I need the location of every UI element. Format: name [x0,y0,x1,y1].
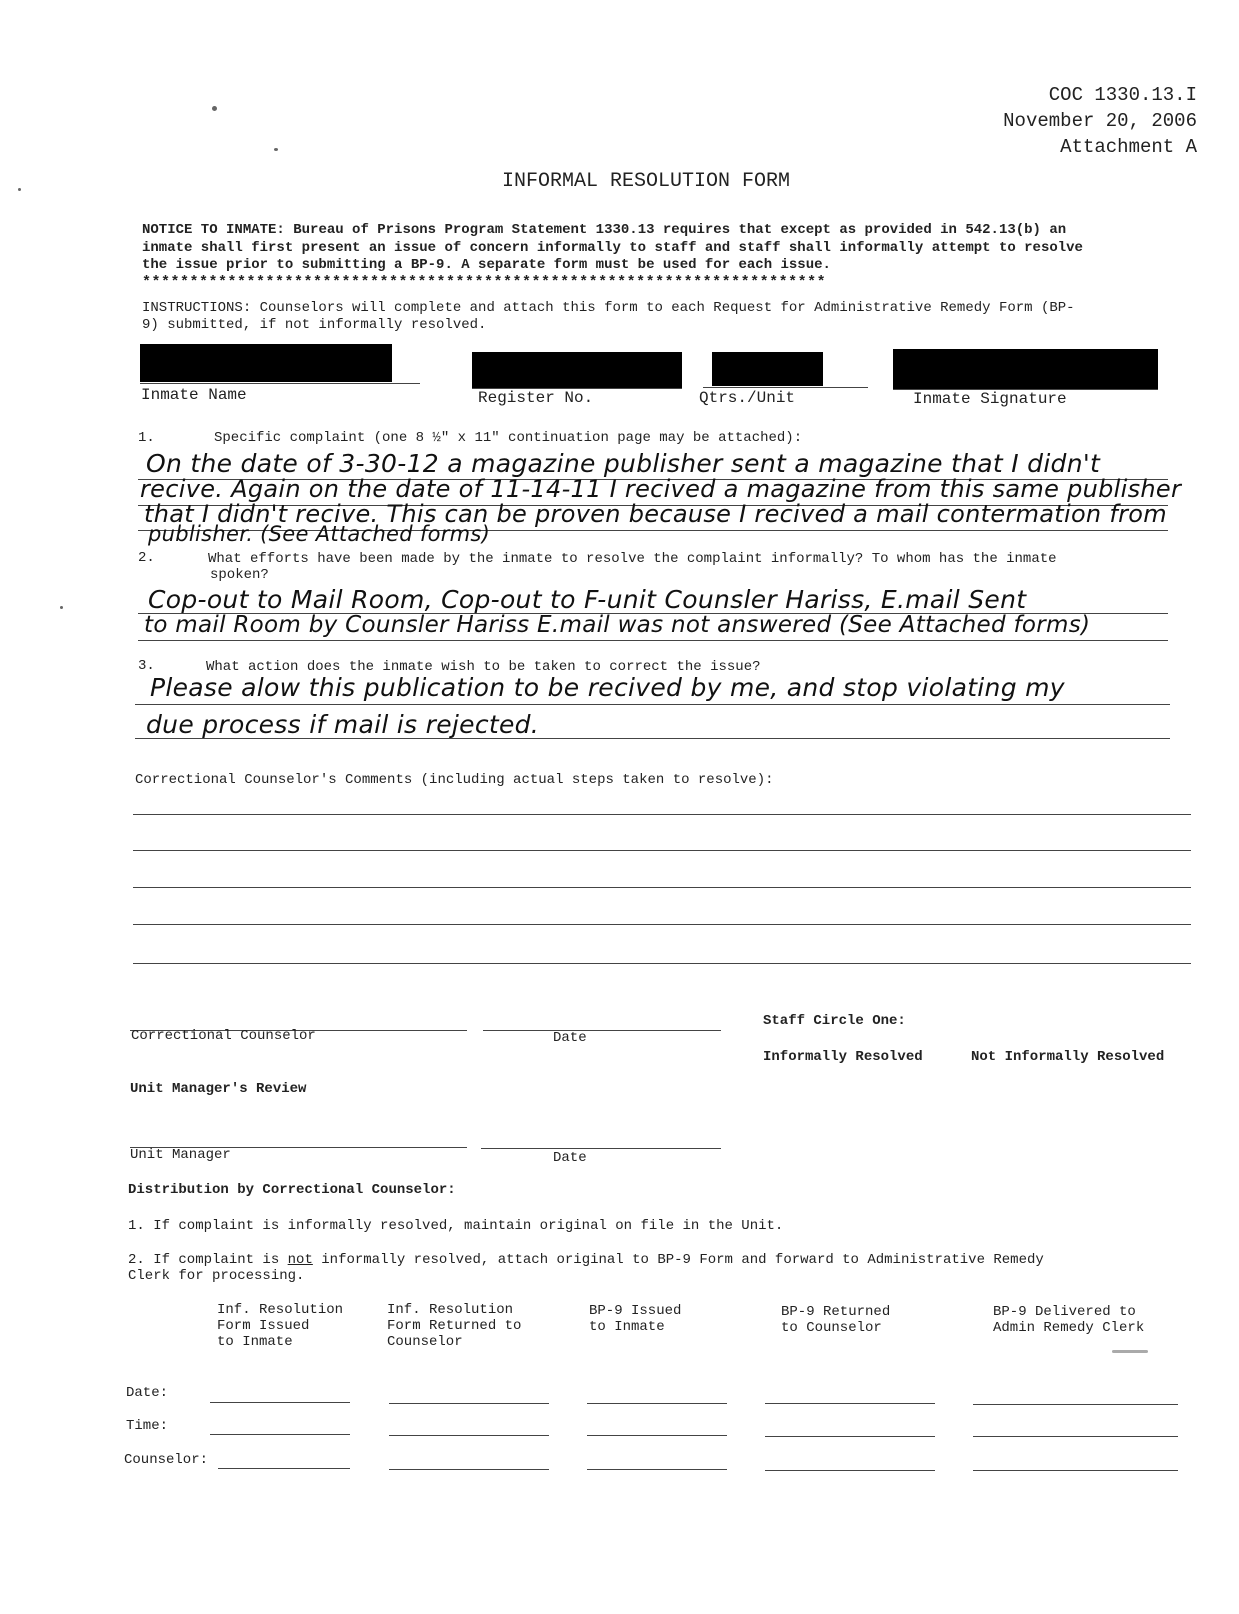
not-informally-resolved-option[interactable]: Not Informally Resolved [971,1049,1165,1065]
table-row-label-time: Time: [126,1418,169,1434]
table-col-header-4: BP-9 Returned to Counselor [781,1304,891,1336]
instructions-line-1: INSTRUCTIONS: Counselors will complete and attach this form to each Request for Administrative Remedy Form (BP- [142,300,1075,316]
unit-manager-date-label: Date [553,1150,587,1166]
q1-number: 1. [138,430,155,446]
scan-speck [1112,1350,1148,1353]
q2-answer-line-2 [138,640,1168,641]
table-cell-time-5 [973,1436,1178,1437]
table-cell-date-1 [210,1402,350,1403]
q3-number: 3. [138,658,155,674]
redacted-qtrs-unit [712,352,823,386]
register-no-label: Register No. [478,389,594,407]
q3-text: What action does the inmate wish to be taken to correct the issue? [206,659,761,675]
counselor-date-label: Date [553,1030,587,1046]
q2-text-2: spoken? [210,567,269,583]
inmate-name-line [140,383,420,384]
table-cell-time-4 [765,1436,935,1437]
table-cell-counselor-1 [218,1468,350,1469]
unit-manager-label: Unit Manager [130,1147,231,1163]
distribution-item-2: 2. If complaint is not informally resolved, attach original to BP-9 Form and forward to Administrative Remedy [128,1252,1044,1268]
table-cell-time-2 [389,1435,549,1436]
form-title: INFORMAL RESOLUTION FORM [502,170,791,193]
table-row-label-date: Date: [126,1385,169,1401]
redacted-inmate-name [140,344,392,382]
separator-stars: ************************************************************************ [142,274,827,291]
q1-answer-text-4: publisher. (See Attached forms) [148,522,491,546]
qtrs-unit-label: Qtrs./Unit [699,389,796,407]
informally-resolved-option[interactable]: Informally Resolved [763,1049,923,1065]
counselor-date-line [483,1030,721,1031]
q3-answer-text-1: Please alow this publication to be recived by me, and stop violating my [150,673,1065,702]
table-cell-counselor-5 [973,1470,1178,1471]
correctional-counselor-label: Correctional Counselor [131,1028,316,1044]
q1-text: Specific complaint (one 8 ½" x 11" continuation page may be attached): [214,430,803,446]
table-col-header-1: Inf. Resolution Form Issued to Inmate [217,1302,344,1350]
scan-speck [274,148,278,151]
q2-number: 2. [138,550,155,566]
table-cell-time-1 [210,1434,350,1435]
q2-answer-text-2: to mail Room by Counsler Hariss E.mail was not answered (See Attached forms) [144,612,1091,638]
notice-line-2: inmate shall first present an issue of concern informally to staff and staff shall informally attempt to resolve [142,240,1083,256]
notice-line-3: the issue prior to submitting a BP-9. A separate form must be used for each issue. [142,257,831,273]
unit-manager-date-line [481,1148,721,1149]
notice-label: NOTICE TO INMATE: [142,222,285,238]
scan-speck [212,106,217,111]
table-cell-date-2 [389,1403,549,1404]
unit-manager-review-label: Unit Manager's Review [130,1081,307,1097]
document-date: November 20, 2006 [1003,110,1197,132]
staff-circle-label: Staff Circle One: [763,1013,906,1029]
distribution-item-1: 1. If complaint is informally resolved, maintain original on file in the Unit. [128,1218,784,1234]
q1-answer-text-2: recive. Again on the date of 11-14-11 I recived a magazine from this same publisher [140,475,1182,503]
table-cell-date-5 [973,1404,1178,1405]
table-cell-counselor-4 [765,1470,935,1471]
scan-speck [18,188,21,191]
table-cell-date-4 [765,1403,935,1404]
table-col-header-3: BP-9 Issued to Inmate [589,1303,682,1335]
instructions-line-2: 9) submitted, if not informally resolved. [142,317,487,333]
document-header [1003,82,1197,160]
inmate-name-label: Inmate Name [141,386,247,404]
qtrs-unit-line [703,387,868,388]
distribution-item-2-cont: Clerk for processing. [128,1268,305,1284]
table-cell-counselor-3 [587,1469,727,1470]
q3-answer-line-1 [135,704,1170,705]
comments-line-2 [133,850,1191,851]
comments-line-5 [133,963,1191,964]
redacted-register-no [472,352,682,388]
table-cell-time-3 [587,1435,727,1436]
q2-answer-text-1: Cop-out to Mail Room, Cop-out to F-unit Counsler Hariss, E.mail Sent [148,585,1027,614]
q3-answer-text-2: due process if mail is rejected. [146,710,540,739]
table-cell-date-3 [587,1403,727,1404]
inmate-signature-label: Inmate Signature [913,390,1067,408]
document-attachment: Attachment A [1060,136,1197,158]
document-code: COC 1330.13.I [1048,84,1197,106]
comments-line-4 [133,924,1191,925]
q1-answer-text-1: On the date of 3-30-12 a magazine publisher sent a magazine that I didn't [146,449,1101,478]
table-col-header-2: Inf. Resolution Form Returned to Counselor [387,1302,522,1350]
distribution-title: Distribution by Correctional Counselor: [128,1182,456,1198]
comments-line-3 [133,887,1191,888]
counselor-comments-label: Correctional Counselor's Comments (including actual steps taken to resolve): [135,772,774,788]
table-col-header-5: BP-9 Delivered to Admin Remedy Clerk [993,1304,1145,1336]
comments-line-1 [133,814,1191,815]
notice-line-1: NOTICE TO INMATE: Bureau of Prisons Program Statement 1330.13 requires that except as provided in 542.13(b) an [142,222,1067,238]
table-cell-counselor-2 [389,1469,549,1470]
q1-answer-text-3: that I didn't recive. This can be proven because I recived a mail contermation from [144,500,1167,528]
scan-speck [60,606,63,609]
q2-text: What efforts have been made by the inmate to resolve the complaint informally? To whom has the inmate [208,551,1057,567]
redacted-inmate-signature [893,349,1158,389]
table-row-label-counselor: Counselor: [124,1452,209,1468]
